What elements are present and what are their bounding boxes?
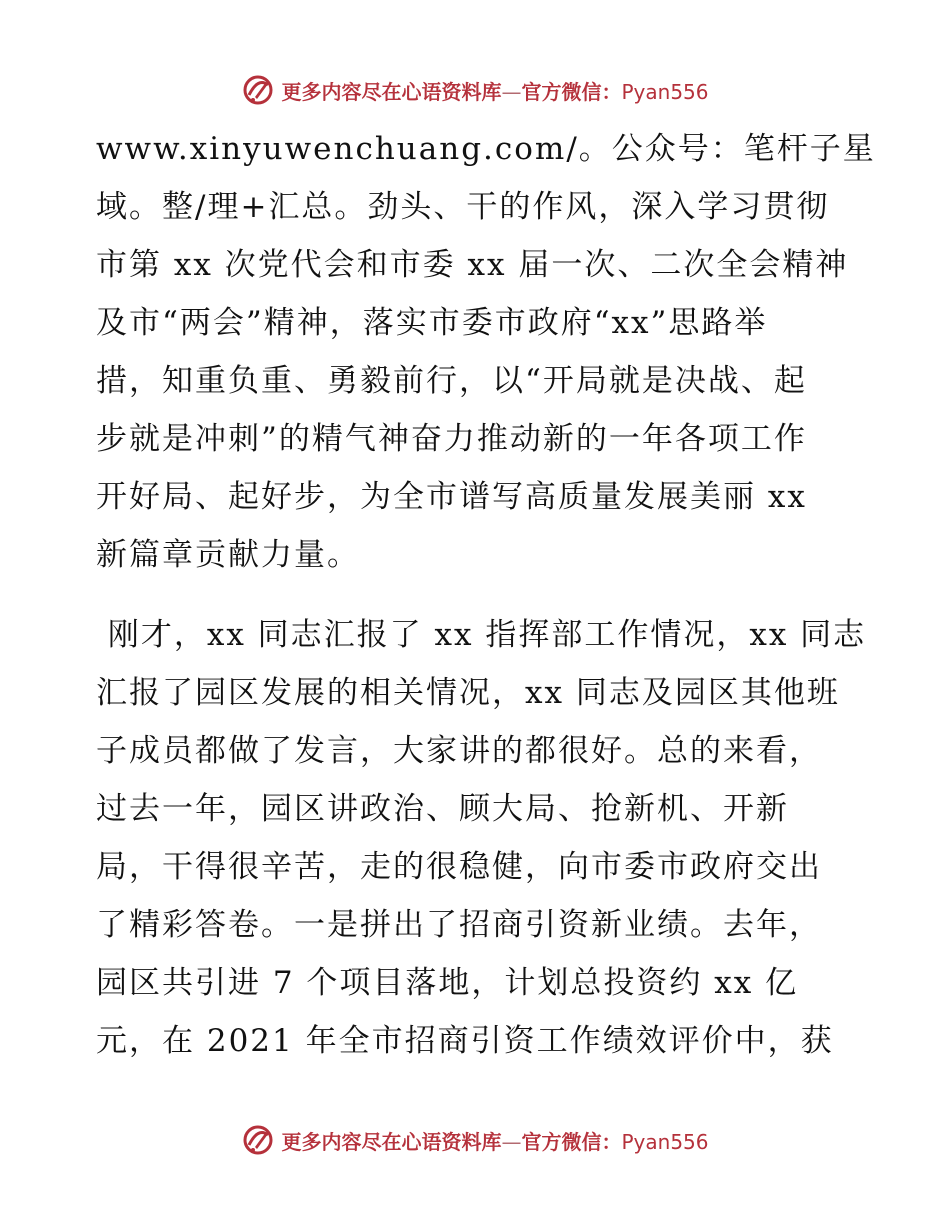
text-line: 开好局、起好步，为全市谱写高质量发展美丽 xx: [96, 479, 807, 515]
text-line: 汇报了园区发展的相关情况，xx 同志及园区其他班: [96, 675, 840, 711]
text-line: 步就是冲刺”的精气神奋力推动新的一年各项工作: [96, 421, 807, 457]
text-line: 措，知重负重、勇毅前行，以“开局就是决战、起: [96, 363, 807, 399]
header-banner: [0, 70, 950, 110]
footer-banner-text: 更多内容尽在心语资料库—官方微信：Pyan556: [281, 1129, 709, 1154]
footer-banner-inner: [241, 1123, 708, 1157]
paragraph-2: [96, 606, 866, 1070]
document-body: [96, 120, 876, 1070]
pen-swirl-logo-icon: [241, 1123, 275, 1157]
text-line: 过去一年，园区讲政治、顾大局、抢新机、开新: [96, 791, 789, 827]
header-banner-inner: [241, 73, 708, 107]
paragraph-1: [96, 120, 876, 584]
header-banner-text: 更多内容尽在心语资料库—官方微信：Pyan556: [281, 79, 709, 104]
text-line: www.xinyuwenchuang.com/。公众号：笔杆子星: [96, 131, 876, 167]
text-line: 了精彩答卷。一是拼出了招商引资新业绩。去年，: [96, 907, 822, 943]
text-line: 新篇章贡献力量。: [96, 537, 360, 573]
text-line: 园区共引进 7 个项目落地，计划总投资约 xx 亿: [96, 965, 799, 1001]
text-line: 市第 xx 次党代会和市委 xx 届一次、二次全会精神: [96, 247, 849, 283]
paragraph-gap: [96, 584, 866, 606]
text-line: 元，在 2021 年全市招商引资工作绩效评价中，获: [96, 1023, 834, 1059]
text-line: 及市“两会”精神，落实市委市政府“xx”思路举: [96, 305, 768, 341]
text-line: 局，干得很辛苦，走的很稳健，向市委市政府交出: [96, 849, 822, 885]
pen-swirl-logo-icon: [241, 73, 275, 107]
text-line: 刚才，xx 同志汇报了 xx 指挥部工作情况，xx 同志: [96, 617, 867, 653]
text-line: 域。整/理+汇总。劲头、干的作风，深入学习贯彻: [96, 189, 830, 225]
text-line: 子成员都做了发言，大家讲的都很好。总的来看，: [96, 733, 822, 769]
footer-banner: [0, 1120, 950, 1160]
